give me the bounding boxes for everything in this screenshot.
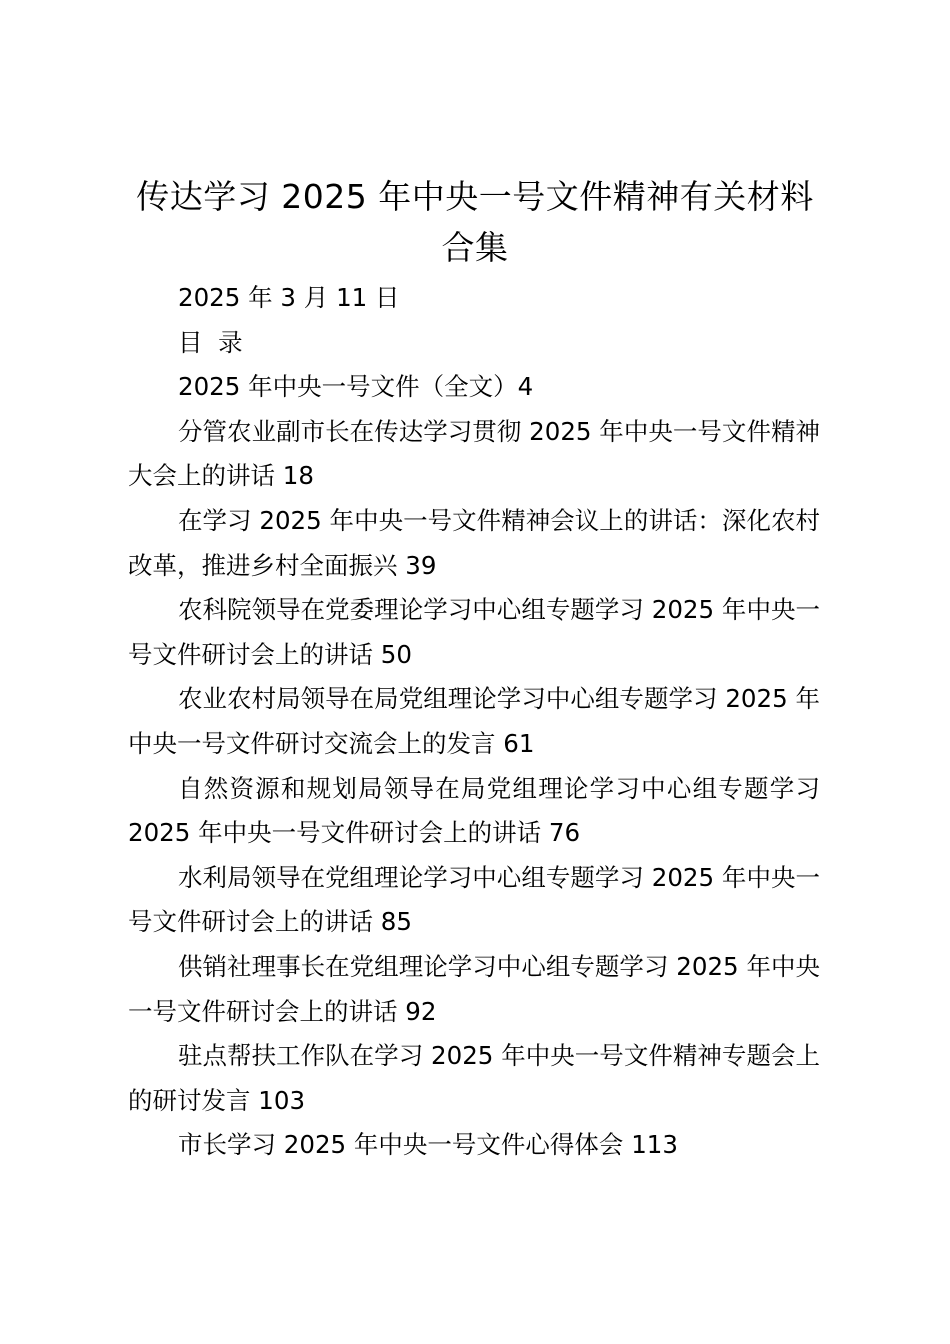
- title-line-2: 合集: [441, 228, 509, 267]
- toc-entry[interactable]: 水利局领导在党组理论学习中心组专题学习 2025 年中央一号文件研讨会上的讲话 85: [128, 862, 820, 937]
- toc-heading: 目 录: [178, 327, 243, 357]
- document-body: [128, 276, 820, 1168]
- toc-entry[interactable]: 供销社理事长在党组理论学习中心组专题学习 2025 年中央一号文件研讨会上的讲话 92: [128, 951, 820, 1026]
- title-line-1: 传达学习 2025 年中央一号文件精神有关材料: [136, 177, 814, 216]
- toc-entry[interactable]: 在学习 2025 年中央一号文件精神会议上的讲话：深化农村改革，推进乡村全面振兴 39: [128, 505, 820, 580]
- toc-entry[interactable]: 驻点帮扶工作队在学习 2025 年中央一号文件精神专题会上的研讨发言 103: [128, 1041, 820, 1115]
- toc-entry[interactable]: 农业农村局领导在局党组理论学习中心组专题学习 2025 年中央一号文件研讨交流会上的发言 61: [128, 684, 820, 758]
- toc-entry[interactable]: 农科院领导在党委理论学习中心组专题学习 2025 年中央一号文件研讨会上的讲话 50: [128, 595, 820, 669]
- toc-entry[interactable]: 市长学习 2025 年中央一号文件心得体会 113: [178, 1130, 678, 1160]
- toc-entry[interactable]: 自然资源和规划局领导在局党组理论学习中心组专题学习 2025 年中央一号文件研讨会上的讲话 76: [128, 773, 820, 848]
- toc-entry[interactable]: 2025 年中央一号文件（全文）4: [178, 372, 534, 402]
- toc-entry[interactable]: 分管农业副市长在传达学习贯彻 2025 年中央一号文件精神大会上的讲话 18: [128, 416, 820, 491]
- document-date: 2025 年 3 月 11 日: [178, 283, 400, 312]
- document-title: [115, 171, 835, 273]
